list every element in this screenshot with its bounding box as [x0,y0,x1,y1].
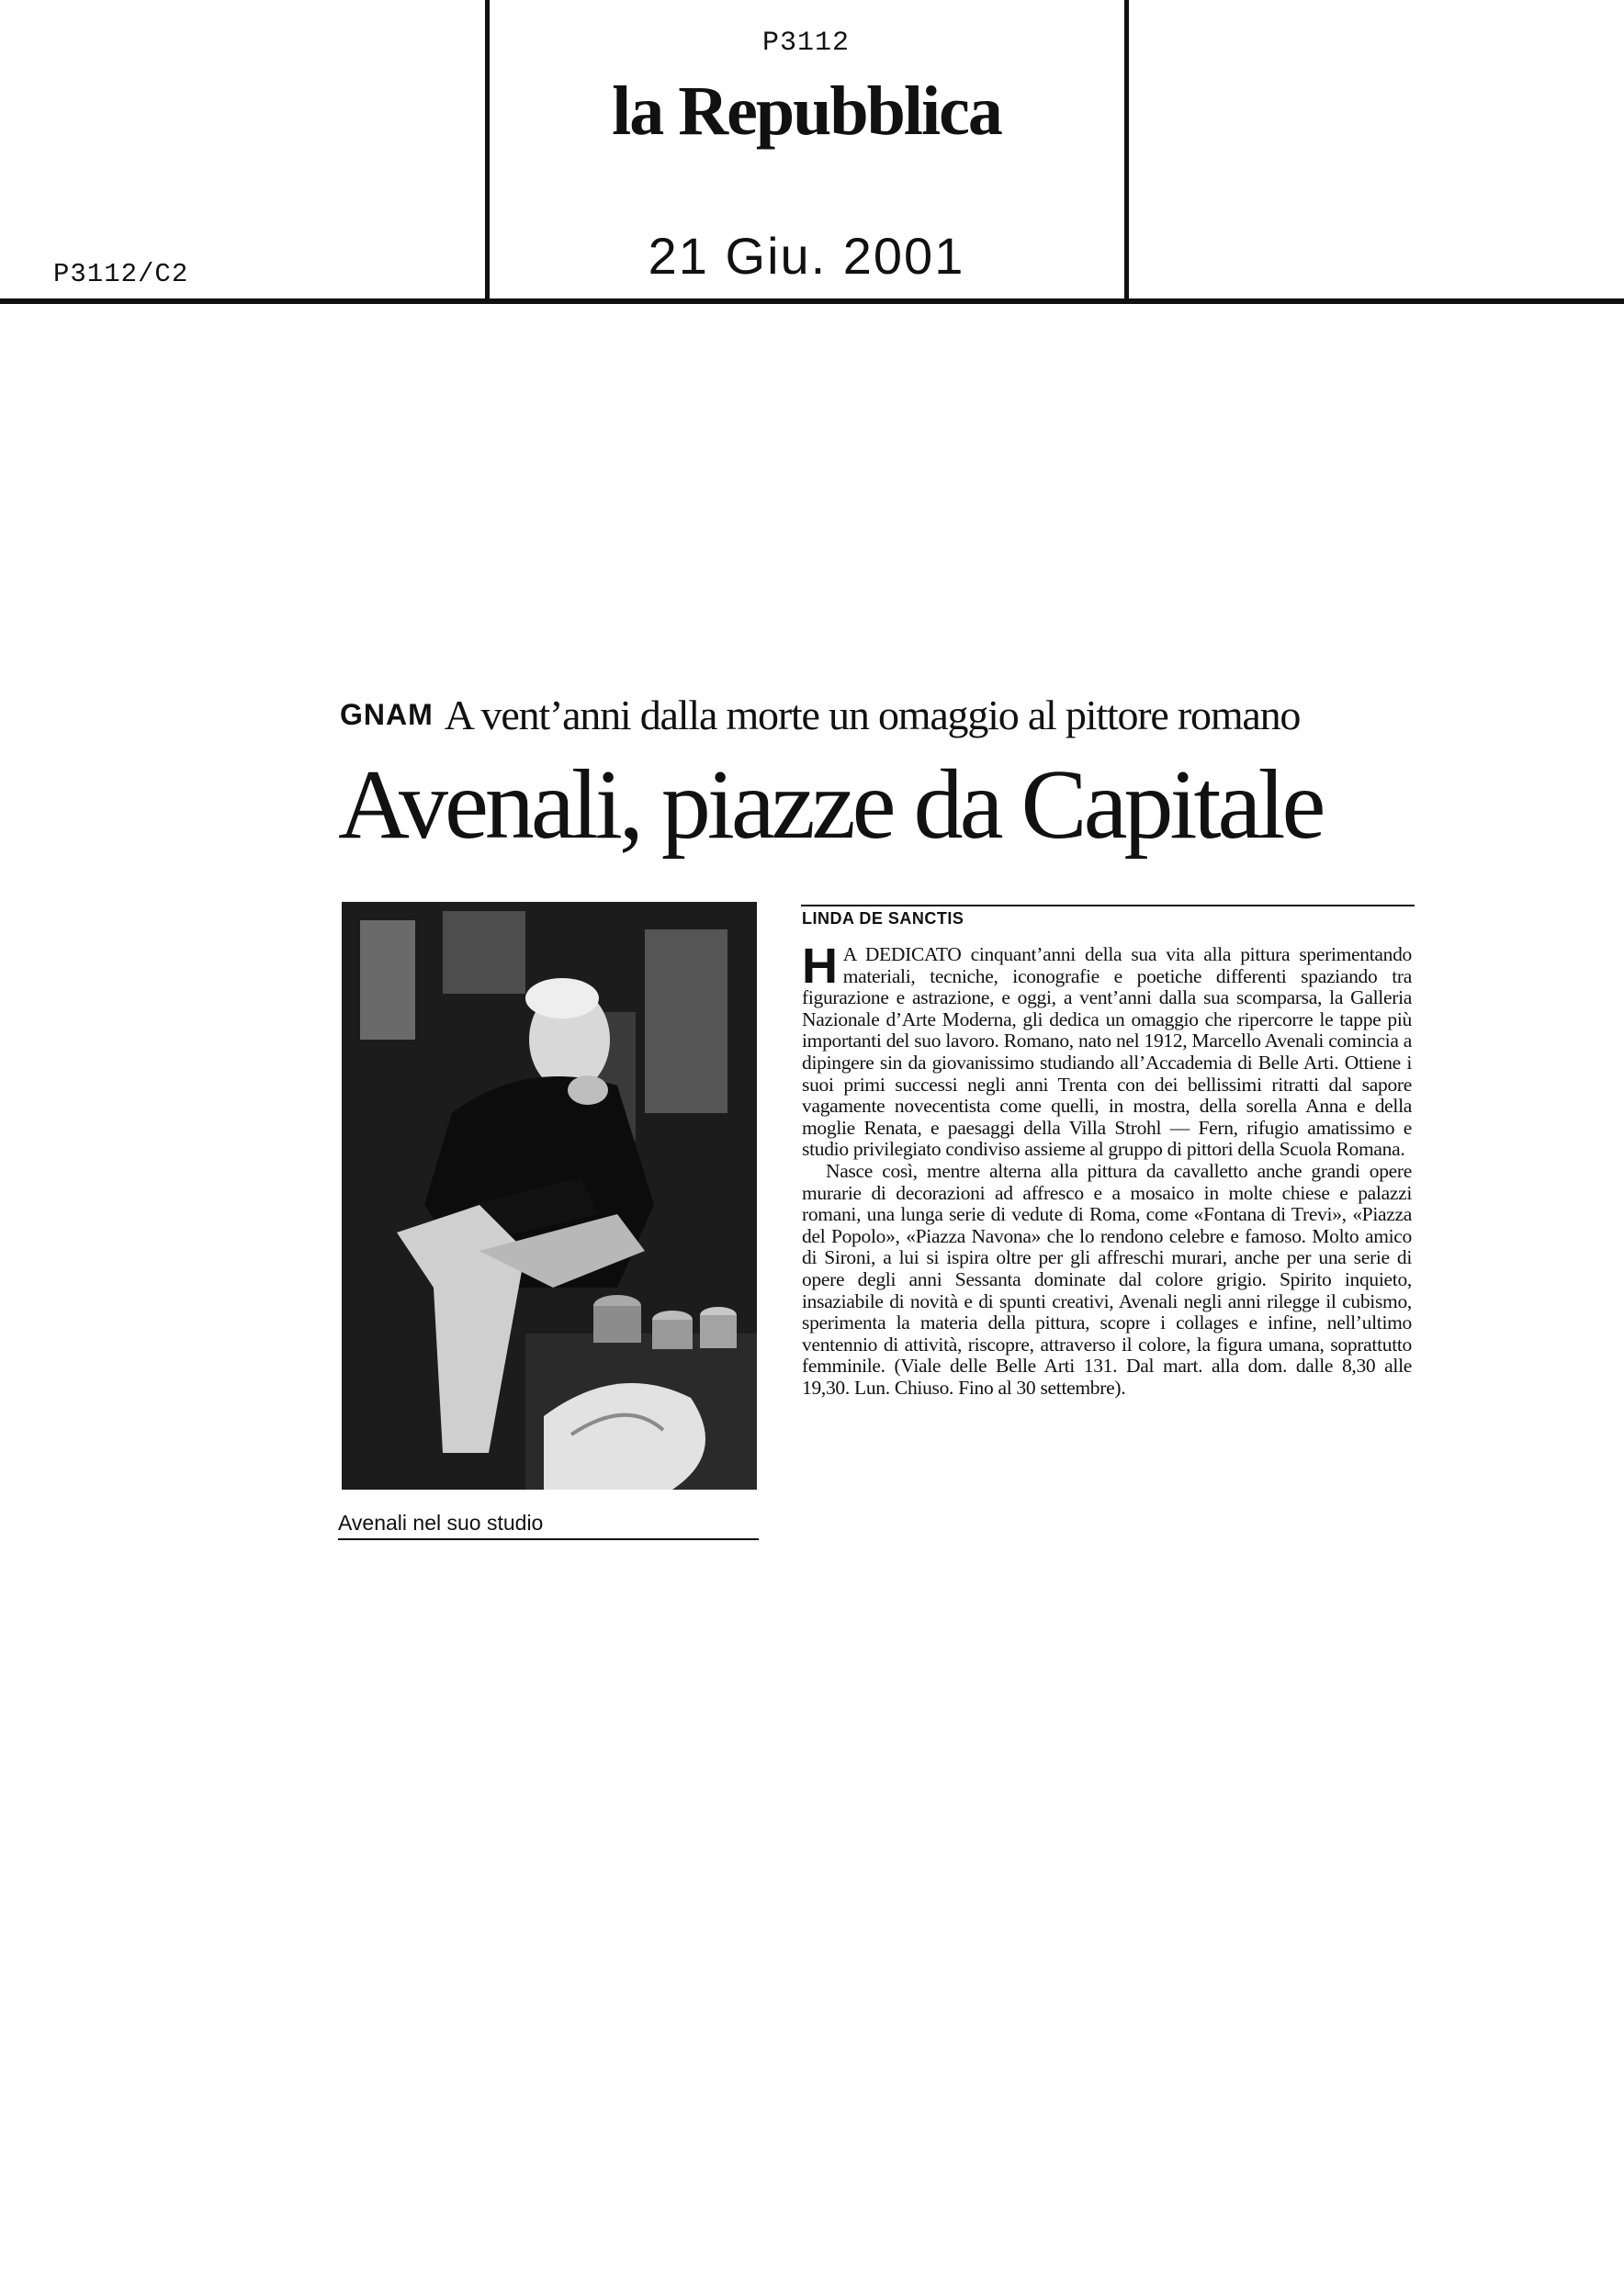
caption-rule [338,1538,759,1540]
byline-rule [801,905,1415,906]
artist-photo [342,902,757,1490]
drop-cap: H [802,939,838,994]
article-body [802,939,1412,1399]
lead-paragraph [802,939,1412,1161]
article-kicker [340,691,1433,739]
newspaper-masthead: la Repubblica [612,73,1001,150]
kicker-text: A vent’anni dalla morte un omaggio al pittore romano [444,692,1301,738]
kicker-tag: GNAM [340,698,434,731]
section-code: P3112/C2 [53,259,189,289]
body-paragraph: Nasce così, mentre alterna alla pittura da cavalletto anche grandi opere murarie di decorazioni ad affresco e a mosaico in molte chiese e palazzi romani, una lunga serie di vedute di Roma, come «Fontana di Trevi», «Piazza del Popolo», «Piazza Navona» che lo rendono celebre e famoso. Molto amico di Sironi, a lui si ispira oltre per gli affreschi murari, anche per una serie di opere degli anni Sessanta dominate dal colore grigio. Spirito inquieto, insaziabile di novità e di spunti creativi, Avenali negli anni rilegge il cubismo, sperimenta la materia della pittura, scopre i collages e infine, nell’ultimo ventennio di attività, riscopre, attraverso il colore, la figura umana, soprattutto femminile. (Viale delle Belle Arti 131. Dal mart. alla dom. dalle 8,30 alle 19,30. Lun. Chiuso. Fino al 30 settembre). [802,1159,1412,1399]
article-byline: LINDA DE SANCTIS [802,909,964,928]
article-headline: Avenali, piazze da Capitale [338,750,1323,860]
photo-caption: Avenali nel suo studio [338,1511,544,1535]
lead-text: A DEDICATO cinquant’anni della sua vita alla pittura sperimentando materiali, tecniche, iconografie e poetiche differenti spaziando tra figurazione e astrazione, e oggi, a vent’anni dalla sua scomparsa, la Galleria Nazionale d’Arte Moderna, gli dedica un omaggio che ripercorre le tappe più importanti del suo lavoro. Romano, nato nel 1912, Marcello Avenali comincia a dipingere sin da giovanissimo studiando all’Accademia di Belle Arti. Ottiene i suoi primi successi negli anni Trenta con dei bellissimi ritratti dal sapore vagamente novecentista come quelli, in mostra, della sorella Anna e della moglie Renata, e paesaggi della Villa Strohl — Fern, rifugio amatissimo e studio privilegiato condiviso assieme al gruppo di pittori della Scuola Romana. [802,943,1412,1161]
header-rule [0,298,1624,304]
publication-date: 21 Giu. 2001 [648,227,965,285]
document-code: P3112 [762,28,851,59]
